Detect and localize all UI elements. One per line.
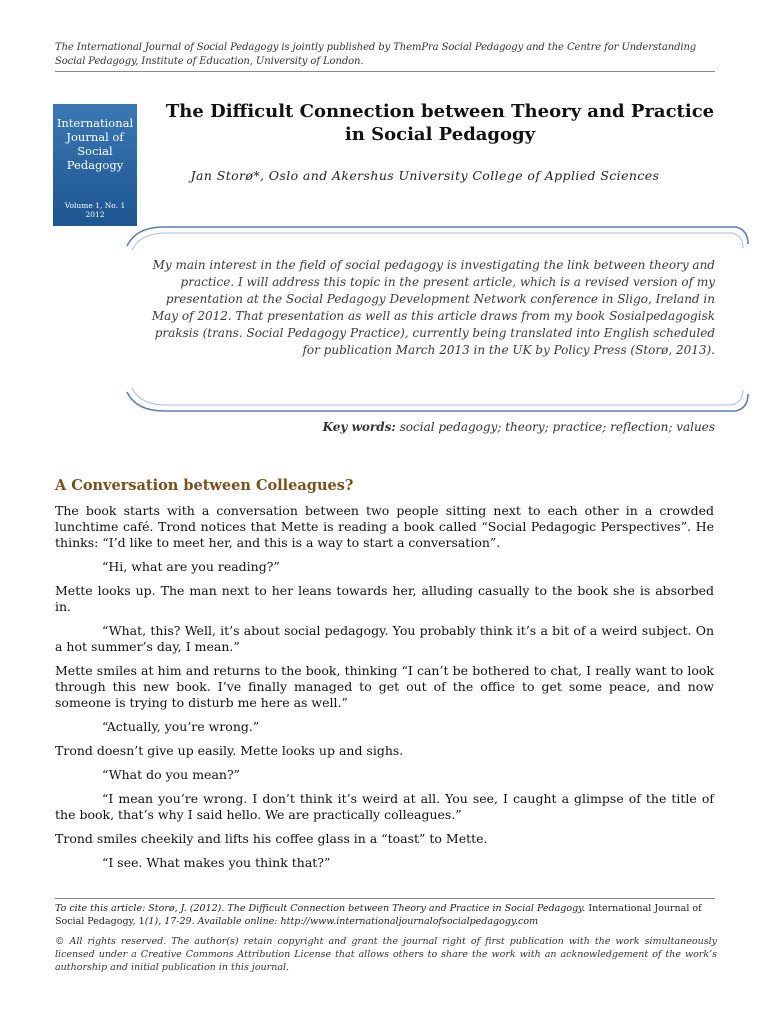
citation-note [55,902,717,928]
body-paragraph: Mette smiles at him and returns to the book, thinking “I can’t be bothered to chat, I really want to look through this new book. I’ve finally managed to get out of the office to get some peace, and now someone is trying to disturb me here as well.” [55,663,714,710]
citation-prefix: To cite this article: Storø, J. (2012). The Difficult Connection between Theory and Practice in Social Pedagogy. [55,903,586,914]
header-divider [55,71,715,72]
body-paragraph: Mette looks up. The man next to her leans towards her, alluding casually to the book she is absorbed in. [55,583,714,614]
body-paragraph: “Actually, you’re wrong.” [102,719,260,734]
journal-header-note: The International Journal of Social Pedagogy is jointly published by ThemPra Social Pedagogy and the Centre for Understanding Social Pedagogy, Institute of Education, University of London. [55,42,697,67]
citation-issue: (1), 17-29. Available online: http://www.internationaljournalofsocialpedagogy.com [144,916,539,927]
body-paragraph: “What, this? Well, it’s about social pedagogy. You probably think it’s a bit of a weird subject. On a hot summer’s day, I mean.” [55,623,714,654]
body-paragraph: The book starts with a conversation between two people sitting next to each other in a crowded lunchtime café. Trond notices that Mette is reading a book called “Social Pedagogic Perspectives”. He thinks: “I’d like to meet her, and this is a way to start a conversation”. [55,503,714,550]
cover-title [53,116,137,172]
body-text [55,503,714,879]
cover-volume-text: Volume 1, No. 1 [64,201,126,210]
journal-cover-image [53,104,137,226]
body-paragraph: “I see. What makes you think that?” [102,855,331,870]
cover-year: 2012 [85,210,105,219]
article-title-line: The Difficult Connection between Theory and Practice [165,101,715,122]
cover-title-line: Pedagogy [66,158,124,172]
body-paragraph: “What do you mean?” [102,767,241,782]
body-paragraph: “I mean you’re wrong. I don’t think it’s weird at all. You see, I caught a glimpse of the title of the book, that’s why I said hello. We are practically colleagues.” [55,791,714,822]
section-heading: A Conversation between Colleagues? [55,477,354,494]
cover-title-line: International [56,116,134,130]
body-paragraph: Trond doesn’t give up easily. Mette looks up and sighs. [55,743,404,758]
keywords-label: Key words: [322,420,396,434]
body-paragraph: Trond smiles cheekily and lifts his coffee glass in a “toast” to Mette. [55,831,488,846]
cover-title-line: Social [77,144,113,158]
cover-title-line: Journal of [66,130,124,144]
body-paragraph: “Hi, what are you reading?” [102,559,280,574]
footer-divider [55,898,715,899]
copyright-notice: © All rights reserved. The author(s) retain copyright and grant the journal right of first publication with the work simultaneously licensed under a Creative Commons Attribution License that allows others to share the work with an acknowledgement of the work’s authorship and initial publication in this journal. [55,936,717,973]
article-title [150,100,730,146]
citation-journal: International Journal of Social Pedagogy, 1 [55,903,702,927]
article-authors: Jan Storø*, Oslo and Akershus University College of Applied Sciences [190,168,660,183]
cover-volume [53,201,137,219]
keywords-line [200,420,715,434]
abstract-text: My main interest in the field of social pedagogy is investigating the link between theory and practice. I will address this topic in the present article, which is a revised version of my presentation at the Social Pedagogy Development Network conference in Sligo, Ireland in May of 2012. That presentation as well as this article draws from my book Sosialpedagogisk praksis (trans. Social Pedagogy Practice), currently being translated into English scheduled for publication March 2013 in the UK by Policy Press (Storø, 2013). [151,258,715,357]
keywords-list: social pedagogy; theory; practice; reflection; values [395,420,715,434]
article-title-line: in Social Pedagogy [344,124,536,145]
